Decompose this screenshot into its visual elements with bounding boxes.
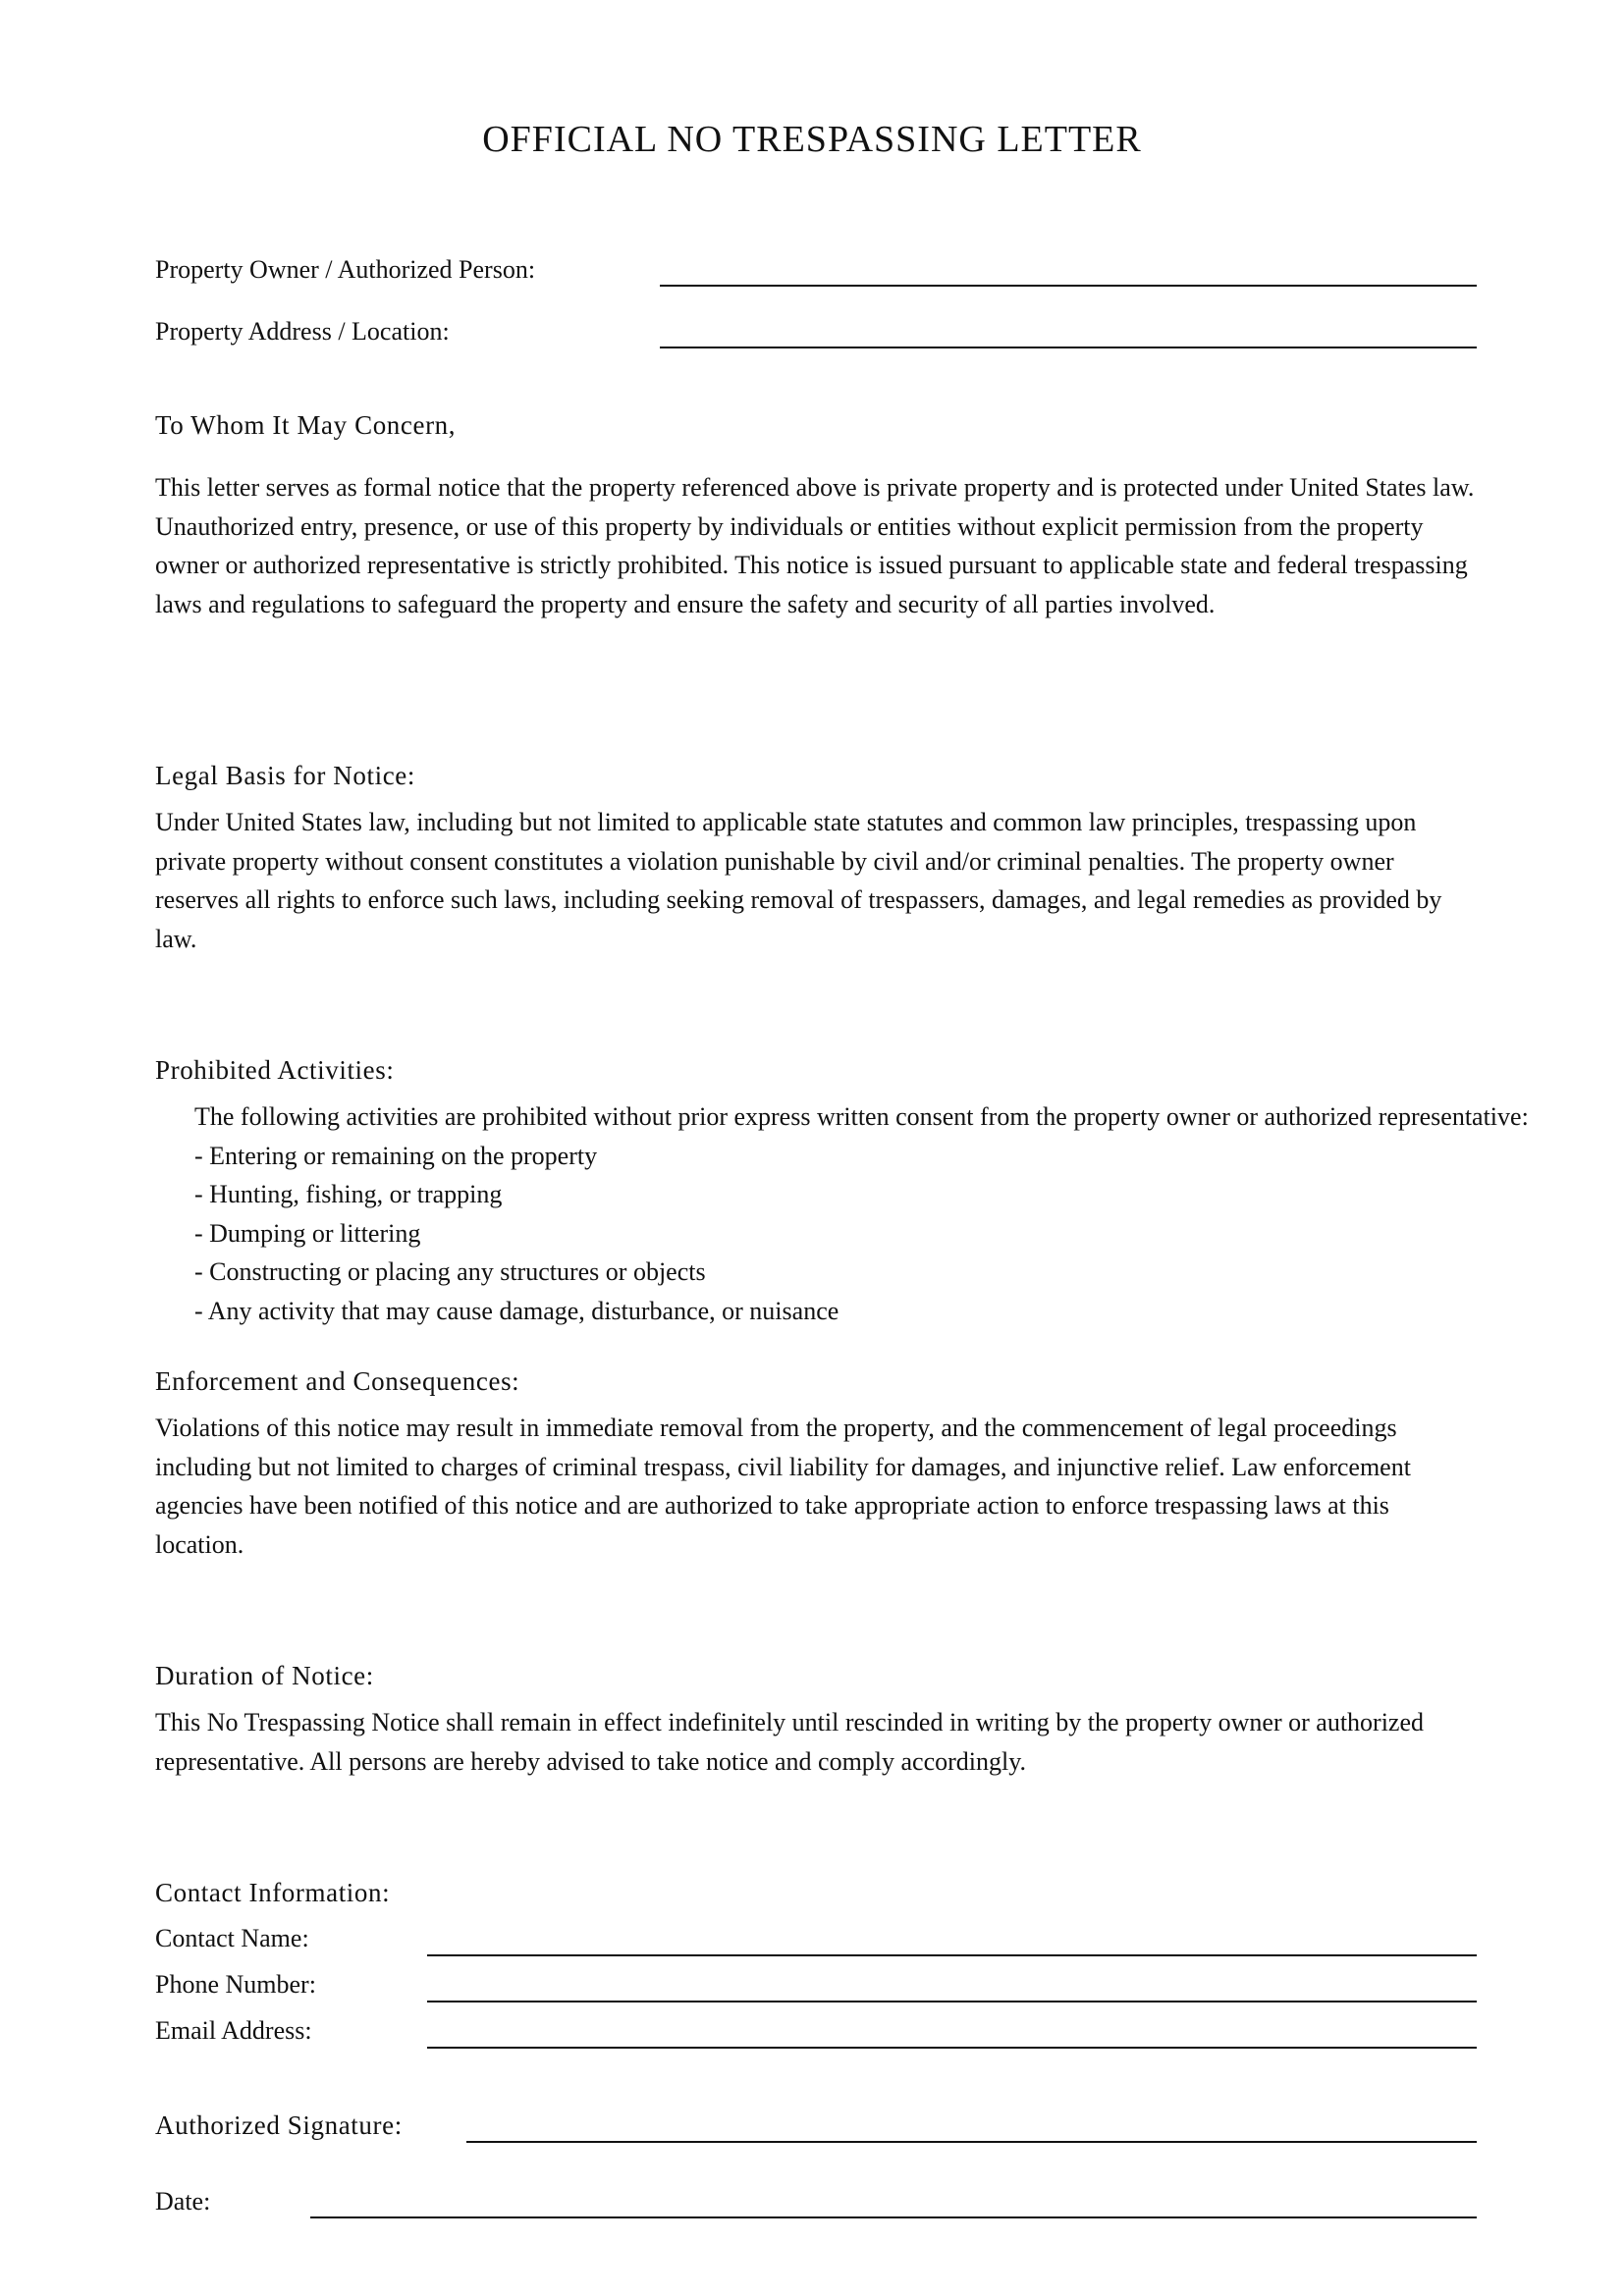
document-title: OFFICIAL NO TRESPASSING LETTER — [482, 119, 1142, 160]
enforcement-heading: Enforcement and Consequences: — [155, 1366, 520, 1396]
prohibited-intro: The following activities are prohibited without prior express written consent from the property owner or authorized representative: — [194, 1102, 1529, 1131]
salutation: To Whom It May Concern, — [155, 410, 457, 440]
email-label: Email Address: — [155, 2016, 312, 2045]
duration-heading: Duration of Notice: — [155, 1661, 374, 1690]
contact-name-label: Contact Name: — [155, 1924, 309, 1952]
intro-paragraph: This letter serves as formal notice that the property referenced above is private property and is protected under United States law. Unauthorized entry, presence, or use of this property by individuals or entities without explicit permission from the property owner or authorized representative is strictly prohibited. This notice is issued pursuant to applicable state and federal trespassing laws and regulations to safeguard the property and ensure the safety and security of all parties involved. — [155, 473, 1475, 618]
enforcement-body: Violations of this notice may result in immediate removal from the property, and the commencement of legal proceedings including but not limited to charges of criminal trespass, civil liability for damages, and injunctive relief. Law enforcement agencies have been notified of this notice and are authorized to take appropriate action to enforce trespassing laws at this location. — [155, 1414, 1411, 1559]
signature-label: Authorized Signature: — [155, 2110, 403, 2140]
email-field[interactable] — [427, 2047, 1477, 2049]
contact-name-field[interactable] — [427, 1954, 1477, 1956]
duration-body: This No Trespassing Notice shall remain in effect indefinitely until rescinded in writing by the property owner or authorized representative. All persons are hereby advised to take notice and comply accordingly. — [155, 1708, 1425, 1776]
legal-basis-body: Under United States law, including but not limited to applicable state statutes and common law principles, trespassing upon private property without consent constitutes a violation punishable by civil and/or criminal penalties. The property owner reserves all rights to enforce such laws, including seeking removal of trespassers, damages, and legal remedies as provided by law. — [155, 808, 1442, 953]
date-field[interactable] — [310, 2216, 1477, 2218]
prohibited-item: - Hunting, fishing, or trapping — [194, 1180, 503, 1208]
contact-heading: Contact Information: — [155, 1878, 391, 1907]
prohibited-item: - Entering or remaining on the property — [194, 1142, 598, 1170]
address-field[interactable] — [660, 347, 1477, 348]
date-label: Date: — [155, 2187, 211, 2216]
phone-label: Phone Number: — [155, 1970, 316, 1999]
owner-field[interactable] — [660, 285, 1477, 287]
phone-field[interactable] — [427, 2001, 1477, 2002]
signature-field[interactable] — [466, 2141, 1477, 2143]
prohibited-heading: Prohibited Activities: — [155, 1055, 395, 1085]
prohibited-item: - Dumping or littering — [194, 1219, 421, 1248]
owner-label: Property Owner / Authorized Person: — [155, 255, 536, 284]
address-label: Property Address / Location: — [155, 317, 450, 346]
prohibited-item: - Constructing or placing any structures or objects — [194, 1257, 706, 1286]
legal-basis-heading: Legal Basis for Notice: — [155, 761, 415, 790]
prohibited-item: - Any activity that may cause damage, disturbance, or nuisance — [194, 1297, 839, 1325]
